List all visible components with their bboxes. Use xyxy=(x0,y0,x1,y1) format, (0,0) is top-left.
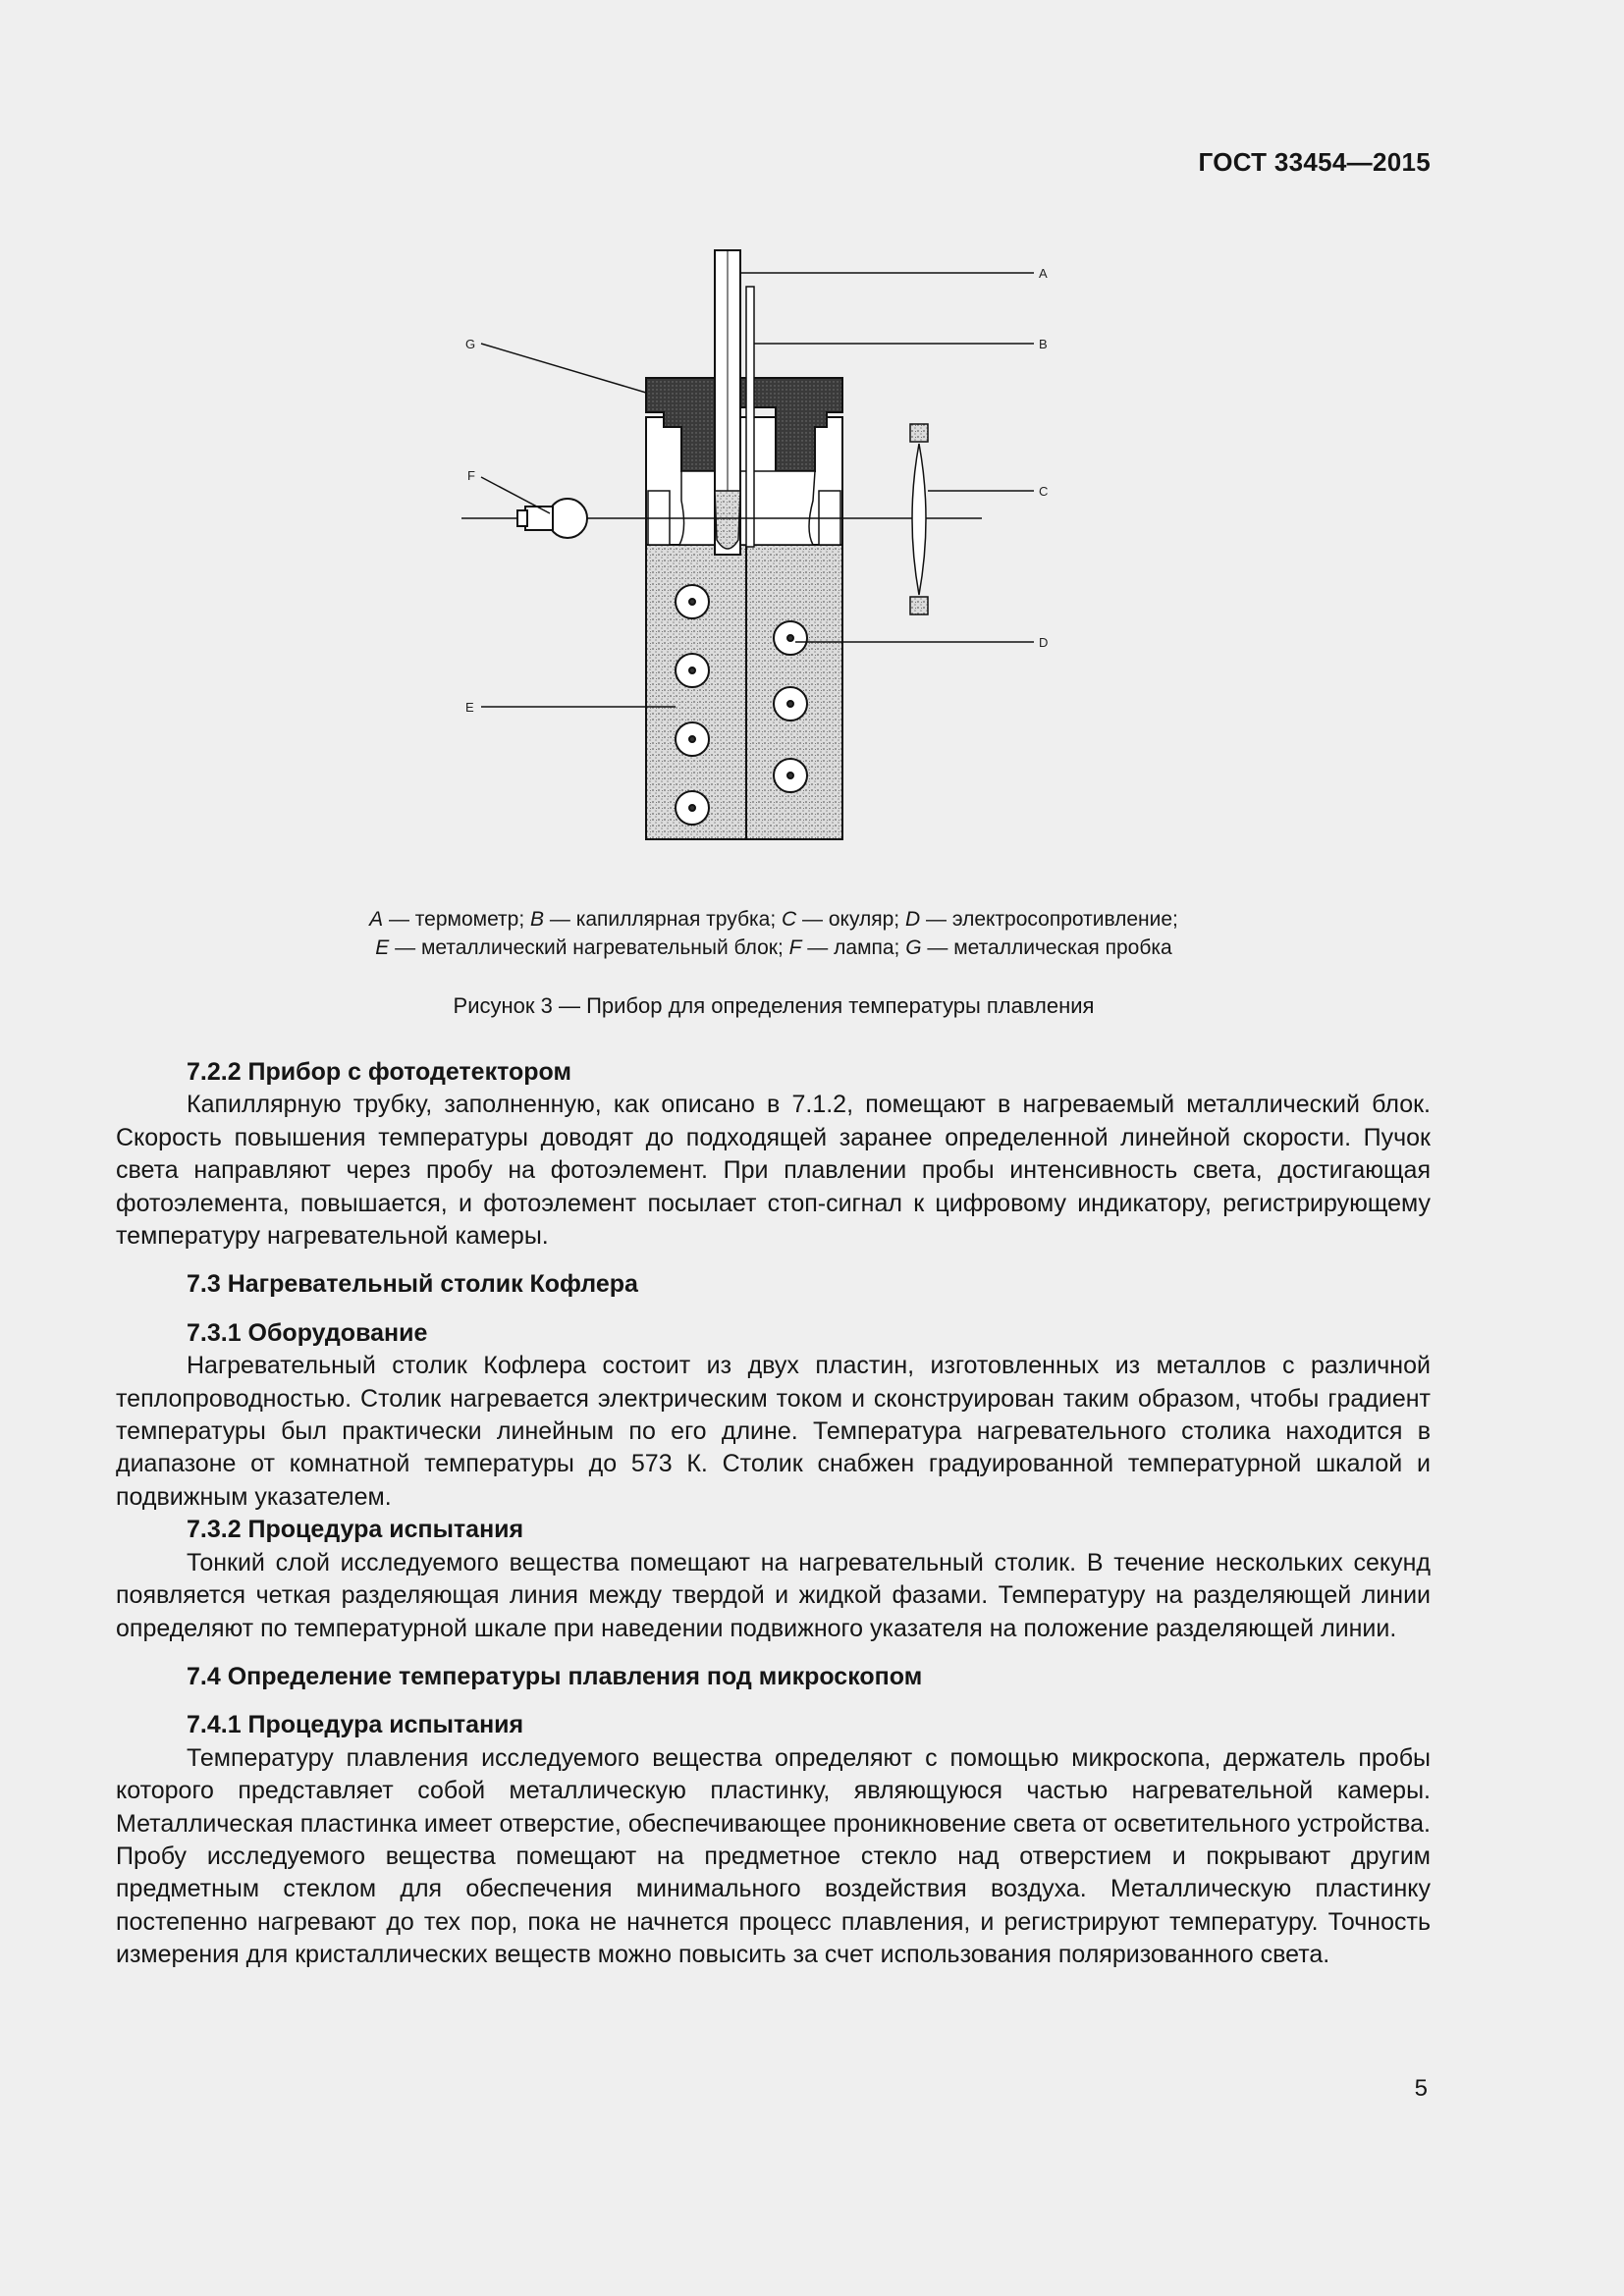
label-a: A xyxy=(1039,266,1048,281)
legend-text: — металлический нагревательный блок; xyxy=(389,936,789,959)
section-7-3-title: 7.3 Нагревательный столик Кофлера xyxy=(187,1270,638,1299)
legend-key: E xyxy=(375,936,390,959)
lamp xyxy=(517,499,587,538)
section-7-3-1-title: 7.3.1 Оборудование xyxy=(187,1318,428,1347)
legend-text: — металлическая пробка xyxy=(921,936,1172,959)
label-f: F xyxy=(467,468,475,483)
eyepiece xyxy=(910,424,928,614)
label-g: G xyxy=(465,337,476,351)
legend-key: B xyxy=(530,908,545,931)
legend-text: — термометр; xyxy=(383,908,531,931)
apparatus-figure xyxy=(452,236,1080,864)
legend-line-1 xyxy=(116,905,1432,934)
section-7-3-1-text: Нагревательный столик Кофлера состоит из двух пластин, изготовленных из металлов с различной теплопроводностью. Столик нагревается электрическим током и сконструирован таким образом, чтобы градиент температуры был практически линейным по его длине. Температура нагревательного столика находится в диапазоне от комнатной температуры до 573 К. Столик снабжен градуированной температурной шкалой и подвижным указателем. xyxy=(116,1352,1431,1511)
legend-key: F xyxy=(788,936,802,959)
legend-key: A xyxy=(369,908,384,931)
legend-key: C xyxy=(782,908,797,931)
document-header: ГОСТ 33454—2015 xyxy=(1198,147,1431,177)
label-c: C xyxy=(1039,484,1049,499)
section-7-2-2-text: Капиллярную трубку, заполненную, как описано в 7.1.2, помещают в нагреваемый металлический блок. Скорость повышения температуры доводят до подходящей заранее определенной линейной скорости. Пучок света направляют через пробу на фотоэлемент. При плавлении пробы интенсивность света, достигающая фотоэлемента, повышается, и фотоэлемент посылает стоп-сигнал к цифровому индикатору, регистрирующему температуру нагревательной камеры. xyxy=(116,1091,1431,1251)
legend-text: — электросопротивление; xyxy=(920,908,1178,931)
figure-legend xyxy=(116,905,1432,962)
thermometer-bulb xyxy=(715,491,740,549)
label-e: E xyxy=(465,700,474,715)
legend-text: — окуляр; xyxy=(796,908,905,931)
figure-caption: Рисунок 3 — Прибор для определения температуры плавления xyxy=(453,993,1095,1018)
capillary-tube xyxy=(746,287,754,547)
section-7-2-2-title: 7.2.2 Прибор с фотодетектором xyxy=(187,1058,571,1086)
section-7-4-1-title: 7.4.1 Процедура испытания xyxy=(187,1711,524,1739)
body-text xyxy=(116,1056,1431,1972)
label-d: D xyxy=(1039,635,1049,650)
legend-text: — лампа; xyxy=(801,936,906,959)
page-number: 5 xyxy=(1414,2075,1428,2102)
legend-key: D xyxy=(904,908,921,931)
legend-text: — капиллярная трубка; xyxy=(544,908,783,931)
section-7-4-title: 7.4 Определение температуры плавления под микроскопом xyxy=(187,1662,923,1690)
legend-line-2 xyxy=(116,934,1432,962)
legend-key: G xyxy=(905,936,922,959)
section-7-3-2-title: 7.3.2 Процедура испытания xyxy=(187,1516,524,1544)
section-7-4-1-text: Температуру плавления исследуемого вещества определяют с помощью микроскопа, держатель пробы которого представляет собой металлическую пластинку, являющуюся частью нагревательной камеры. Металлическая пластинка имеет отверстие, обеспечивающее проникновение света от осветительного устройства. Пробу исследуемого вещества помещают на предметное стекло над отверстием и покрывают другим предметным стеклом для обеспечения минимального воздействия воздуха. Металлическую пластинку постепенно нагревают до тех пор, пока не начнется процесс плавления, и регистрируют температуру. Точность измерения для кристаллических веществ можно повысить за счет использования поляризованного света. xyxy=(116,1743,1431,1969)
section-7-3-2-text: Тонкий слой исследуемого вещества помещают на нагревательный столик. В течение нескольких секунд появляется четкая разделяющая линия между твердой и жидкой фазами. Температуру на разделяющей линии определяют по температурной шкале при наведении подвижного указателя на положение разделяющей линии. xyxy=(116,1548,1431,1642)
label-b: B xyxy=(1039,337,1048,351)
